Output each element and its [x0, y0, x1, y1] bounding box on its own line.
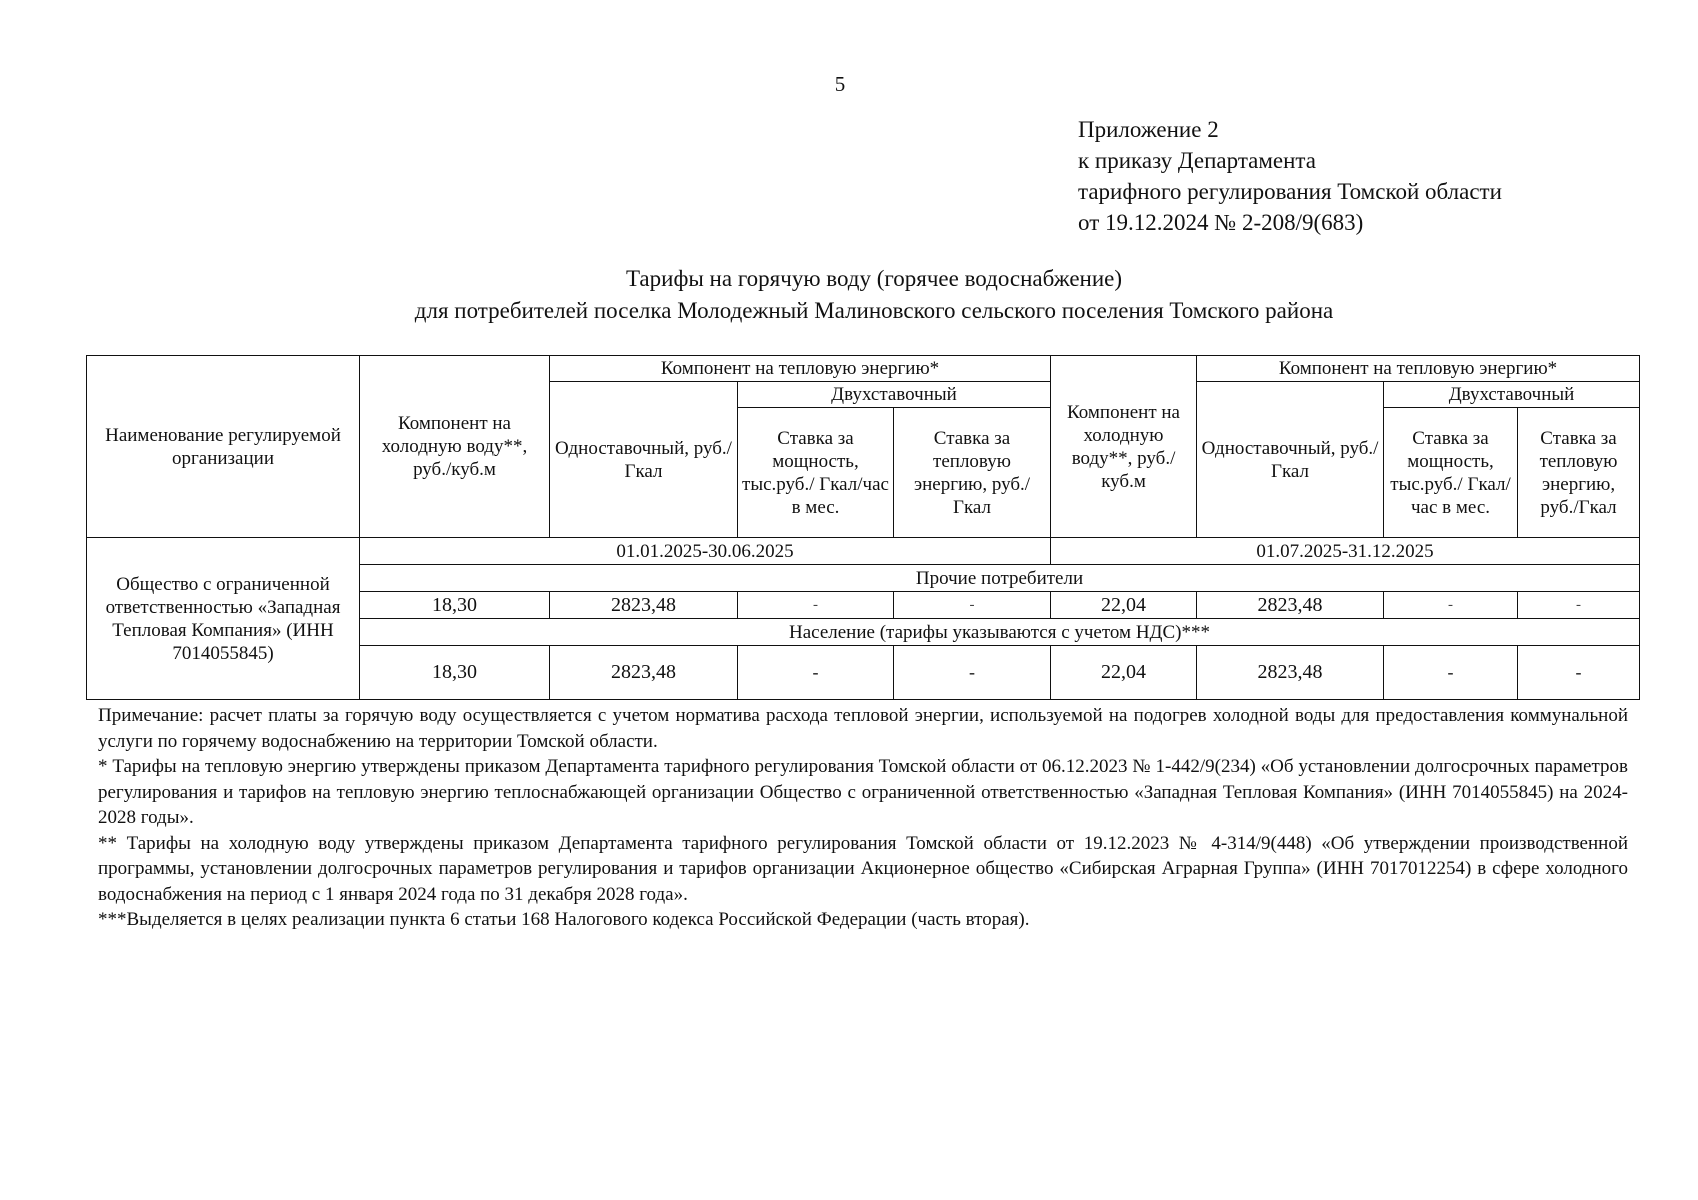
document-title — [0, 263, 1698, 327]
header-two-rate-p2: Двухставочный — [1384, 382, 1640, 408]
note-text: Примечание: расчет платы за горячую воду осуществляется с учетом норматива расхода тепловой энергии, используемой на подогрев холодной воды для предоставления коммунальной услуги по горячему водоснабжению на территории Томской области. — [98, 705, 1628, 752]
page-number: 5 — [834, 72, 846, 96]
other-p1-capacity-rate: - — [738, 592, 894, 619]
population-p1-capacity-rate: - — [738, 646, 894, 700]
population-p2-capacity-rate: - — [1384, 646, 1518, 700]
other-p2-capacity-rate: - — [1384, 592, 1518, 619]
header-single-rate-p1: Одноставочный, руб./Гкал — [550, 382, 738, 538]
header-org-name: Наименование регулируемой организации — [87, 356, 360, 538]
header-single-rate-p2: Одноставочный, руб./Гкал — [1197, 382, 1384, 538]
header-capacity-rate-p1: Ставка за мощность, тыс.руб./ Гкал/час в мес. — [738, 408, 894, 538]
group-other-consumers: Прочие потребители — [360, 565, 1640, 592]
population-p1-energy-rate: - — [894, 646, 1051, 700]
organization-name: Общество с ограниченной ответственностью «Западная Тепловая Компания» (ИНН 7014055845) — [87, 538, 360, 700]
appendix-line-2: к приказу Департамента — [1078, 148, 1316, 173]
footnote-cold-water: ** Тарифы на холодную воду утверждены приказом Департамента тарифного регулирования Томской области от 19.12.2023 № 4-314/9(448) «Об утверждении производственной программы, установлении долгосрочных параметров регулирования и тарифов организации Акционерное общество «Сибирская Аграрная Группа» (ИНН 7017012254) в сфере холодного водоснабжения на период с 1 января 2024 года по 31 декабря 2028 года». — [98, 832, 1628, 905]
other-p2-energy-rate: - — [1518, 592, 1640, 619]
population-p1-single-rate: 2823,48 — [550, 646, 738, 700]
appendix-block — [1078, 114, 1502, 238]
notes-block — [98, 703, 1628, 933]
appendix-line-1: Приложение 2 — [1078, 117, 1219, 142]
header-cold-water-p2: Компонент на холодную воду**, руб./куб.м — [1051, 356, 1197, 538]
other-p1-energy-rate: - — [894, 592, 1051, 619]
appendix-line-3: тарифного регулирования Томской области — [1078, 179, 1502, 204]
header-energy-rate-p2: Ставка за тепловую энергию, руб./Гкал — [1518, 408, 1640, 538]
other-p2-cold-water: 22,04 — [1051, 592, 1197, 619]
appendix-line-4: от 19.12.2024 № 2-208/9(683) — [1078, 210, 1364, 235]
header-two-rate-p1: Двухставочный — [738, 382, 1051, 408]
footnote-vat: ***Выделяется в целях реализации пункта 6 статьи 168 Налогового кодекса Российской Федерации (часть вторая). — [98, 909, 1030, 930]
other-p2-single-rate: 2823,48 — [1197, 592, 1384, 619]
population-p2-single-rate: 2823,48 — [1197, 646, 1384, 700]
period-row — [87, 538, 1640, 565]
population-p2-energy-rate: - — [1518, 646, 1640, 700]
title-line-2: для потребителей поселка Молодежный Малиновского сельского поселения Томского района — [414, 298, 1334, 323]
header-capacity-rate-p2: Ставка за мощность, тыс.руб./ Гкал/час в мес. — [1384, 408, 1518, 538]
header-energy-rate-p1: Ставка за тепловую энергию, руб./Гкал — [894, 408, 1051, 538]
period-2: 01.07.2025-31.12.2025 — [1051, 538, 1640, 565]
header-cold-water-p1: Компонент на холодную воду**, руб./куб.м — [360, 356, 550, 538]
header-row-1 — [87, 356, 1640, 382]
tariff-table — [86, 355, 1640, 700]
population-p2-cold-water: 22,04 — [1051, 646, 1197, 700]
other-p1-single-rate: 2823,48 — [550, 592, 738, 619]
footnote-heat-energy: * Тарифы на тепловую энергию утверждены приказом Департамента тарифного регулирования Томской области от 06.12.2023 № 1-442/9(234) «Об установлении долгосрочных параметров регулирования и тарифов на тепловую энергию теплоснабжающей организации Общество с ограниченной ответственностью «Западная Тепловая Компания» (ИНН 7014055845) на 2024-2028 годы». — [98, 756, 1628, 828]
population-p1-cold-water: 18,30 — [360, 646, 550, 700]
header-heat-component-p1: Компонент на тепловую энергию* — [550, 356, 1051, 382]
period-1: 01.01.2025-30.06.2025 — [360, 538, 1051, 565]
header-heat-component-p2: Компонент на тепловую энергию* — [1197, 356, 1640, 382]
group-population: Население (тарифы указываются с учетом НДС)*** — [360, 619, 1640, 646]
other-p1-cold-water: 18,30 — [360, 592, 550, 619]
title-line-1: Тарифы на горячую воду (горячее водоснабжение) — [625, 266, 1123, 291]
